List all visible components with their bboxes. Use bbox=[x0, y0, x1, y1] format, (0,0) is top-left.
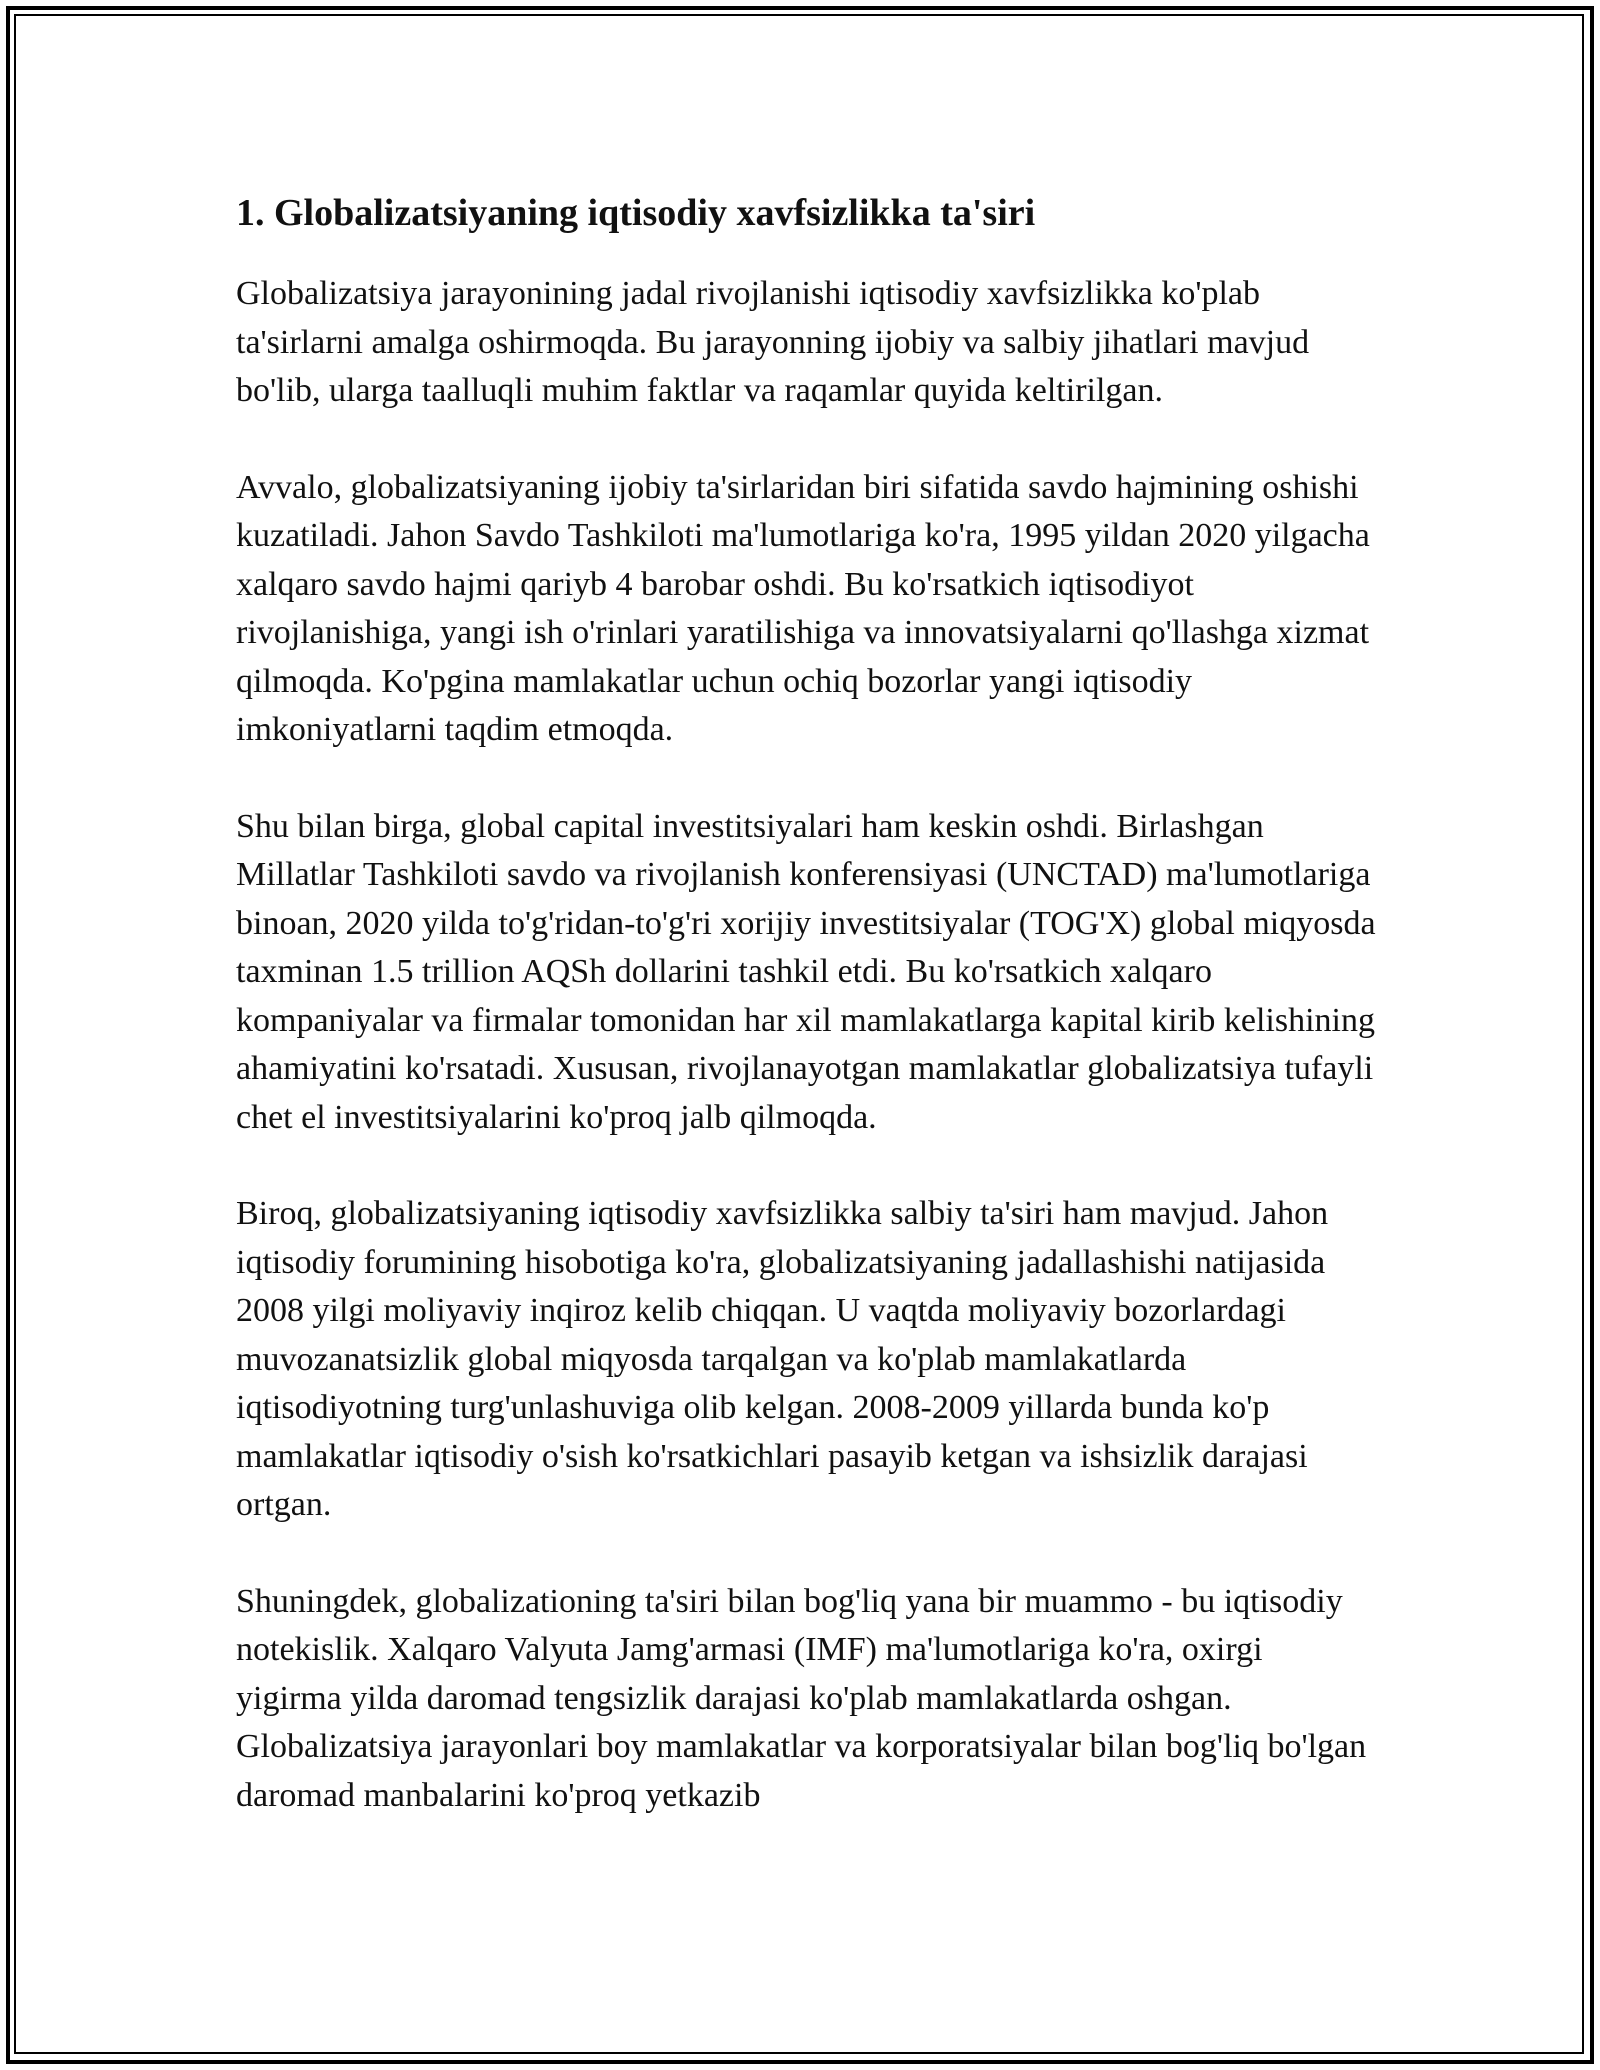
paragraph-intro: Globalizatsiya jarayonining jadal rivojlanishi iqtisodiy xavfsizlikka ko'plab ta'sirlarni amalga oshirmoqda. Bu jarayonning ijobiy va salbiy jihatlari mavjud bo'lib, ularga taalluqli muhim faktlar va raqamlar quyida keltirilgan. bbox=[236, 275, 1310, 409]
document-page bbox=[236, 180, 1376, 1820]
paragraph-trade-growth: Avvalo, globalizatsiyaning ijobiy ta'sirlaridan biri sifatida savdo hajmining oshishi kuzatiladi. Jahon Savdo Tashkiloti ma'lumotlariga ko'ra, 1995 yildan 2020 yilgacha xalqaro savdo hajmi qariyb 4 barobar oshdi. Bu ko'rsatkich iqtisodiyot rivojlanishiga, yangi ish o'rinlari yaratilishiga va innovatsiyalarni qo'llashga xizmat qilmoqda. Ko'pgina mamlakatlar uchun ochiq bozorlar yangi iqtisodiy imkoniyatlarni taqdim etmoqda. bbox=[236, 468, 1370, 748]
paragraph-investment: Shu bilan birga, global capital investitsiyalari ham keskin oshdi. Birlashgan Millatlar Tashkiloti savdo va rivojlanish konferensiyasi (UNCTAD) ma'lumotlariga binoan, 2020 yilda to'g'ridan-to'g'ri xorijiy investitsiyalar (TOG'X) global miqyosda taxminan 1.5 trillion AQSh dollarini tashkil etdi. Bu ko'rsatkich xalqaro kompaniyalar va firmalar tomonidan har xil mamlakatlarga kapital kirib kelishining ahamiyatini ko'rsatadi. Xususan, rivojlanayotgan mamlakatlar globalizatsiya tufayli chet el investitsiyalarini ko'proq jalb qilmoqda. bbox=[236, 807, 1376, 1136]
paragraph-inequality: Shuningdek, globalizationing ta'siri bilan bog'liq yana bir muammo - bu iqtisodiy notekislik. Xalqaro Valyuta Jamg'armasi (IMF) ma'lumotlariga ko'ra, oxirgi yigirma yilda daromad tengsizlik darajasi ko'plab mamlakatlarda oshgan. Globalizatsiya jarayonlari boy mamlakatlar va korporatsiyalar bilan bog'liq bo'lgan daromad manbalarini ko'proq yetkazib bbox=[236, 1582, 1367, 1814]
section-heading: 1. Globalizatsiyaning iqtisodiy xavfsizlikka ta'siri bbox=[236, 192, 1036, 234]
paragraph-financial-crisis: Biroq, globalizatsiyaning iqtisodiy xavfsizlikka salbiy ta'siri ham mavjud. Jahon iqtisodiy forumining hisobotiga ko'ra, globalizatsiyaning jadallashishi natijasida 2008 yilgi moliyaviy inqiroz kelib chiqqan. U vaqtda moliyaviy bozorlardagi muvozanatsizlik global miqyosda tarqalgan va ko'plab mamlakatlarda iqtisodiyotning turg'unlashuviga olib kelgan. 2008-2009 yillarda bunda ko'p mamlakatlar iqtisodiy o'sish ko'rsatkichlari pasayib ketgan va ishsizlik darajasi ortgan. bbox=[236, 1195, 1329, 1523]
